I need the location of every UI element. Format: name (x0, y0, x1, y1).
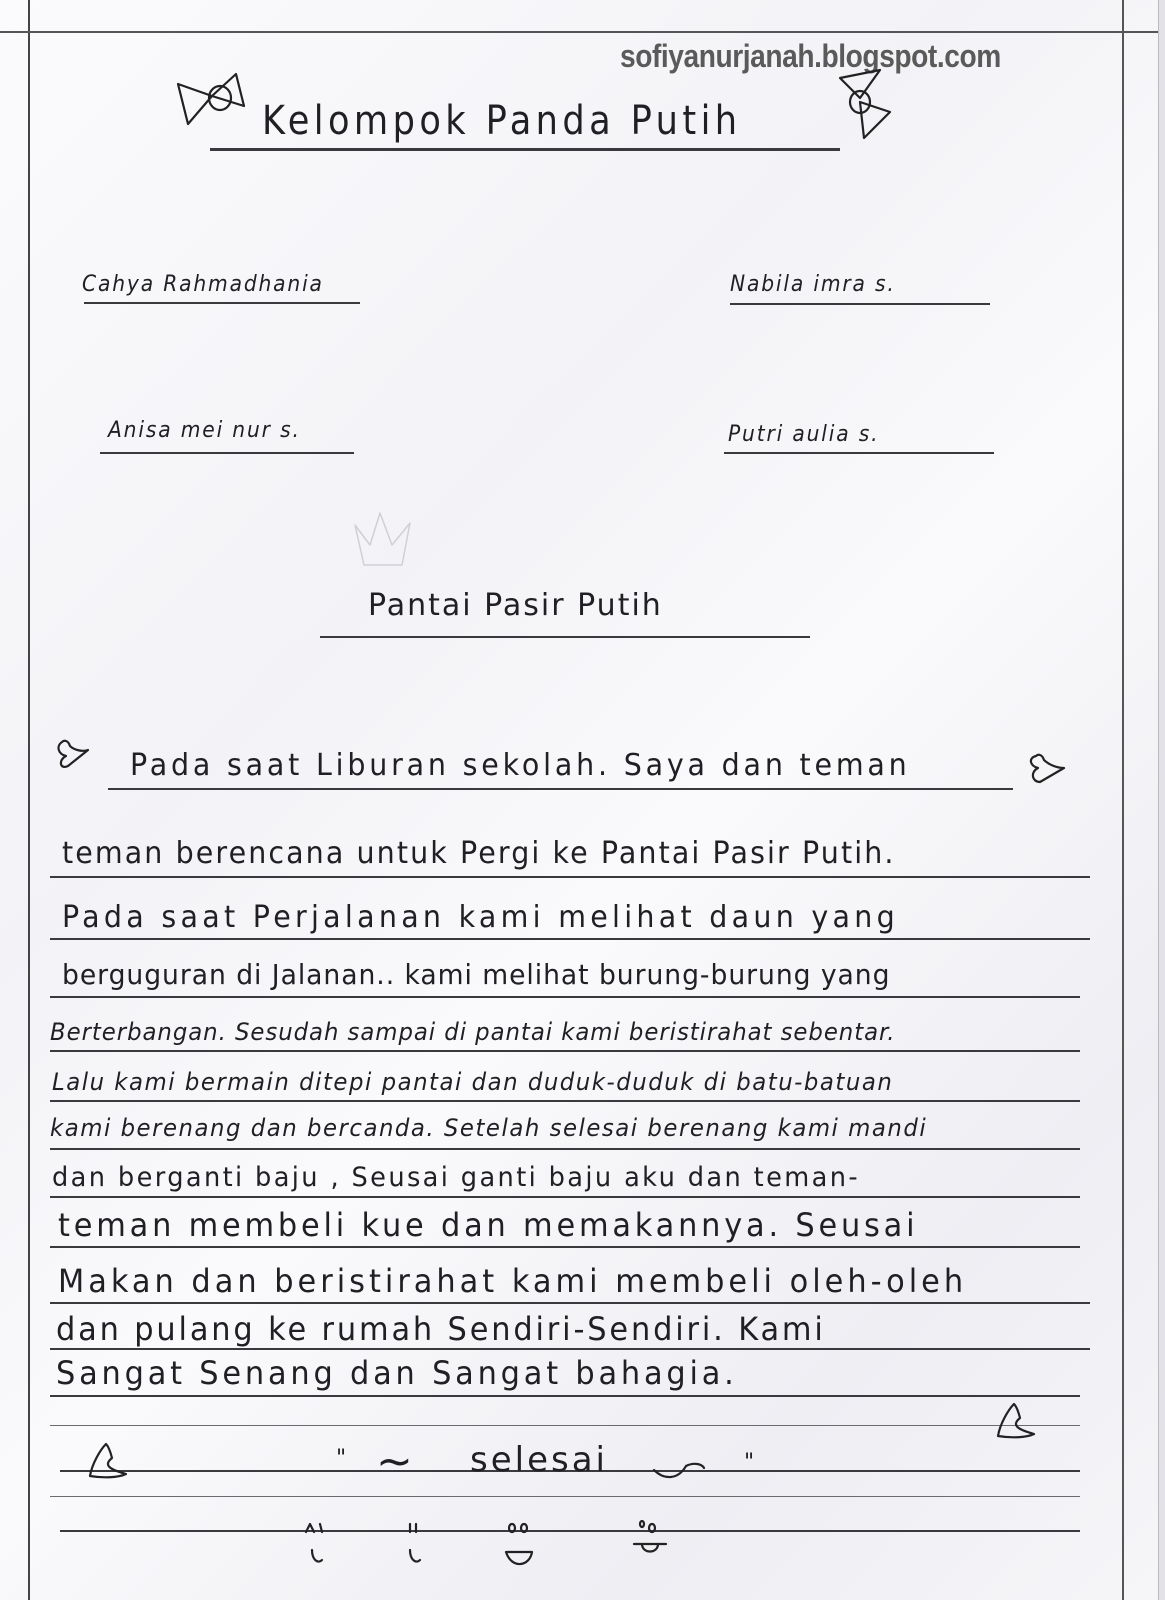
story-line: berguguran di Jalanan.. kami melihat burung-burung yang (62, 958, 891, 991)
left-margin-line (28, 0, 30, 1600)
ruled-line (50, 1100, 1080, 1102)
story-line: dan berganti baju , Seusai ganti baju aku dan teman- (52, 1162, 860, 1193)
story-line: kami berenang dan bercanda. Setelah selesai berenang kami mandi (50, 1114, 928, 1142)
bow-icon (170, 66, 250, 126)
heart-icon (1026, 752, 1068, 788)
ruled-line (50, 1050, 1080, 1052)
member-name: Anisa mei nur s. (108, 418, 301, 443)
group-title: Kelompok Panda Putih (262, 98, 742, 144)
story-line: Makan dan beristirahat kami membeli oleh-oleh (58, 1262, 968, 1300)
ruled-line (50, 938, 1090, 940)
face-icon (302, 1520, 342, 1570)
story-title-underline (320, 636, 810, 638)
heart-icon (82, 1440, 130, 1482)
ruled-line (108, 788, 1013, 790)
ruled-line (50, 1148, 1080, 1150)
crown-icon (350, 505, 420, 575)
ruled-line (50, 1246, 1080, 1248)
member-underline (84, 302, 360, 304)
right-margin-line (1122, 0, 1124, 1600)
ruled-line (60, 1530, 1080, 1532)
heart-icon (54, 736, 94, 772)
ruled-line (50, 1196, 1080, 1198)
ruled-line (50, 1425, 1080, 1426)
ruled-line (50, 1496, 1080, 1497)
ruled-line (50, 996, 1080, 998)
story-line: teman membeli kue dan memakannya. Seusai (58, 1206, 919, 1244)
member-name: Putri aulia s. (728, 422, 880, 447)
closing-tilde: ~ (376, 1436, 413, 1487)
bow-icon (820, 68, 900, 148)
story-line: Pada saat Perjalanan kami melihat daun yang (62, 900, 899, 935)
story-line: Sangat Senang dan Sangat bahagia. (56, 1354, 738, 1392)
member-name: Nabila imra s. (730, 272, 896, 297)
member-underline (730, 303, 990, 305)
title-underline (210, 148, 840, 151)
member-name: Cahya Rahmadhania (82, 272, 324, 297)
face-icon (402, 1520, 442, 1570)
closing-left-marks: " (336, 1446, 347, 1471)
face-icon (502, 1520, 552, 1580)
story-line: Berterbangan. Sesudah sampai di pantai kami beristirahat sebentar. (50, 1018, 896, 1046)
story-line: teman berencana untuk Pergi ke Pantai Pasir Putih. (62, 836, 896, 871)
smile-squiggle-icon (650, 1456, 710, 1486)
paper-edge (1158, 0, 1165, 1600)
ruled-line (50, 1395, 1080, 1397)
story-line: Pada saat Liburan sekolah. Saya dan teman (130, 748, 911, 783)
story-title: Pantai Pasir Putih (368, 588, 663, 623)
closing-text: selesai (470, 1440, 608, 1480)
heart-icon (990, 1400, 1038, 1442)
ruled-line (50, 1302, 1090, 1304)
story-line: Lalu kami bermain ditepi pantai dan duduk-duduk di batu-batuan (52, 1068, 894, 1096)
face-icon (632, 1514, 682, 1564)
ruled-line (50, 1348, 1090, 1350)
member-underline (724, 452, 994, 454)
ruled-line (50, 876, 1090, 878)
story-line: dan pulang ke rumah Sendiri-Sendiri. Kami (56, 1310, 826, 1348)
watermark: sofiyanurjanah.blogspot.com (620, 38, 1001, 74)
member-underline (100, 452, 354, 454)
top-margin-line (0, 31, 1160, 33)
closing-right-marks: " (744, 1450, 755, 1475)
